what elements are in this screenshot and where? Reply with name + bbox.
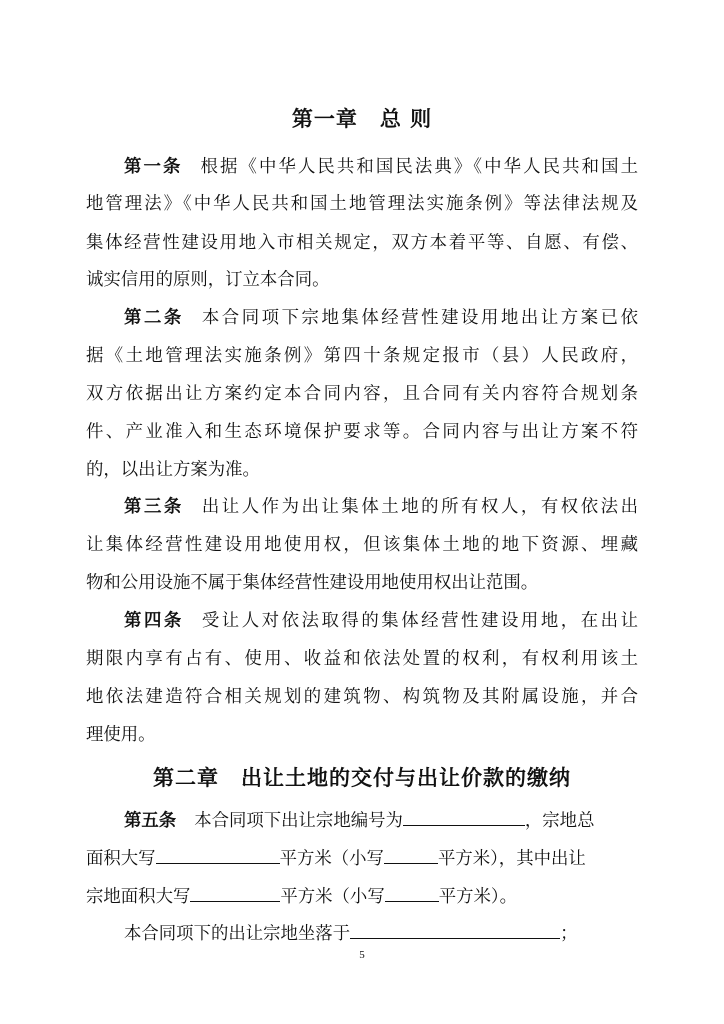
page-number: 5 [359,949,365,961]
article-1-line-4: 诚实信用的原则，订立本合同。 [86,270,330,290]
parcel-location-blank[interactable] [350,937,560,939]
total-area-uppercase-blank[interactable] [156,862,280,864]
parcel-number-blank[interactable] [403,824,525,826]
article-1-line-3: 集体经营性建设用地入市相关规定，双方本着平等、自愿、有偿、 [86,233,638,253]
article-1-line-1 [124,152,638,177]
article-1-line-2: 地管理法》《中华人民共和国土地管理法实施条例》等法律法规及 [86,194,638,214]
article-5-text-6: 宗地面积大写 [86,887,191,907]
article-2-line-3: 双方依据出让方案约定本合同内容，且合同有关内容符合规划条 [86,384,638,404]
article-2-line-2: 据《土地管理法实施条例》第四十条规定报市（县）人民政府， [86,346,638,366]
article-5-text-4: 平方米（小写 [279,849,384,869]
article-5-line-2 [86,844,638,869]
chapter-two-label: 第二章 [153,766,219,790]
chapter-one-label: 第一章 [291,107,358,131]
total-area-lowercase-blank[interactable] [384,862,438,864]
article-5-line-4 [124,919,638,944]
article-5-line-3 [86,882,638,907]
article-4-line-2: 期限内享有占有、使用、收益和依法处置的权利，有权利用该土 [86,649,638,669]
article-2-line-5: 的，以出让方案为准。 [86,460,260,480]
article-3-line-2: 让集体经营性建设用地使用权，但该集体土地的地下资源、埋藏 [86,535,638,555]
chapter-two-heading [0,762,724,792]
article-5-text-10: ； [560,924,578,944]
article-5-text-3: 面积大写 [86,849,156,869]
parcel-area-uppercase-blank[interactable] [190,900,280,902]
article-5-text-8: 平方米）。 [438,887,517,907]
chapter-two-title: 出让土地的交付与出让价款的缴纳 [241,766,571,790]
article-5-text-7: 平方米（小写 [280,887,385,907]
article-3-text: 出让人作为出让集体土地的所有权人，有权依法出 [201,497,638,517]
article-3-line-3: 物和公用设施不属于集体经营性建设用地使用权出让范围。 [86,573,539,593]
article-5-text-1: 本合同项下出让宗地编号为 [194,811,403,831]
article-2-line-4: 件、产业准入和生态环境保护要求等。合同内容与出让方案不符 [86,422,638,442]
article-1-text: 根据《中华人民共和国民法典》《中华人民共和国土 [200,157,638,177]
article-2-label: 第二条 [124,308,184,328]
chapter-one-heading [0,103,724,133]
article-1-label: 第一条 [124,157,183,177]
article-3-label: 第三条 [124,497,184,517]
article-2-line-1 [124,303,638,328]
article-5-text-2: ，宗地总 [524,811,595,831]
article-4-label: 第四条 [124,611,184,631]
parcel-area-lowercase-blank[interactable] [385,900,439,902]
article-5-text-9: 本合同项下的出让宗地坐落于 [124,924,351,944]
article-5-line-1 [124,806,638,831]
article-2-text: 本合同项下宗地集体经营性建设用地出让方案已依 [201,308,638,328]
article-3-line-1 [124,492,638,517]
article-4-text: 受让人对依法取得的集体经营性建设用地，在出让 [201,611,638,631]
article-4-line-4: 理使用。 [86,725,156,745]
article-4-line-3: 地依法建造符合相关规划的建筑物、构筑物及其附属设施，并合 [86,687,638,707]
article-5-label: 第五条 [124,811,177,831]
article-4-line-1 [124,606,638,631]
article-5-text-5: 平方米），其中出让 [437,849,586,869]
chapter-one-title: 总 则 [379,107,433,131]
